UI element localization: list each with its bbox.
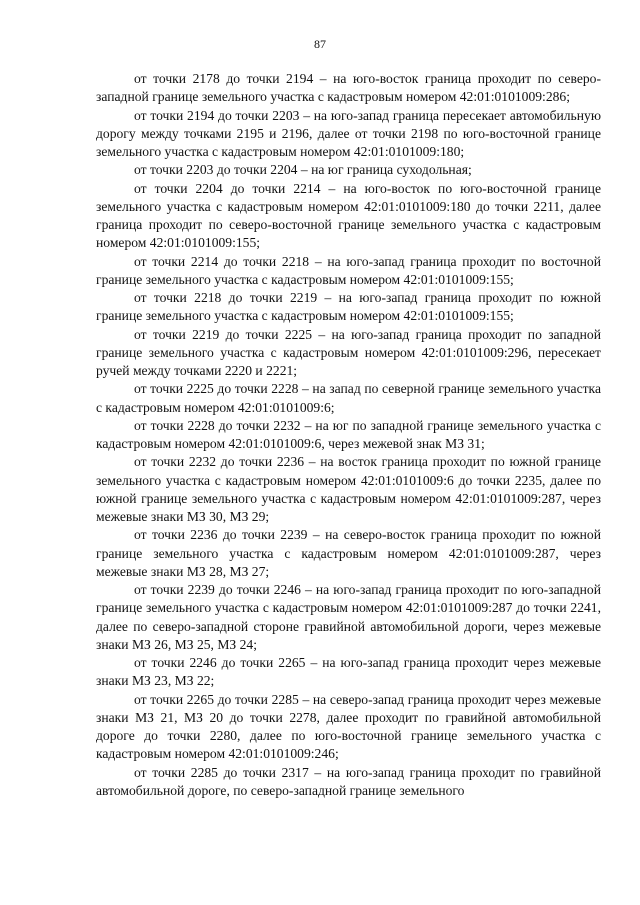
paragraph-14: от точки 2265 до точки 2285 – на северо-запад граница проходит через межевые знаки МЗ 21, МЗ 20 до точки 2278, далее проходит по гравийной автомобильной дороге до точки 2280, далее по юго-восточной границе земельного участка с кадастровым номером 42:01:0101009:246; xyxy=(96,691,601,762)
paragraph-9: от точки 2228 до точки 2232 – на юг по западной границе земельного участка с кадастровым номером 42:01:0101009:6, через межевой знак МЗ 31; xyxy=(96,417,601,451)
paragraph-3: от точки 2203 до точки 2204 – на юг граница суходольная; xyxy=(134,162,472,178)
paragraph-2: от точки 2194 до точки 2203 – на юго-запад граница пересекает автомобильную дорогу между точками 2195 и 2196, далее от точки 2198 по юго-восточной границе земельного участка с кадастровым номером 42:01:0101009:180; xyxy=(96,107,601,159)
paragraph-15: от точки 2285 до точки 2317 – на юго-запад граница проходит по гравийной автомобильной дороге, по северо-западной границе земельного xyxy=(96,764,601,798)
paragraph-6: от точки 2218 до точки 2219 – на юго-запад граница проходит по южной границе земельного участка с кадастровым номером 42:01:0101009:155; xyxy=(96,290,601,324)
paragraph-5: от точки 2214 до точки 2218 – на юго-запад граница проходит по восточной границе земельного участка с кадастровым номером 42:01:0101009:155; xyxy=(96,253,601,287)
paragraph-7: от точки 2219 до точки 2225 – на юго-запад граница проходит по западной границе земельного участка с кадастровым номером 42:01:0101009:296, пересекает ручей между точками 2220 и 2221; xyxy=(96,326,601,378)
paragraph-12: от точки 2239 до точки 2246 – на юго-запад граница проходит по юго-западной границе земельного участка с кадастровым номером 42:01:0101009:287 до точки 2241, далее по северо-западной стороне гравийной автомобильной дороги, через межевые знаки МЗ 26, МЗ 25, МЗ 24; xyxy=(96,582,601,652)
paragraph-10: от точки 2232 до точки 2236 – на восток граница проходит по южной границе земельного участка с кадастровым номером 42:01:0101009:6 до точки 2235, далее по южной границе земельного участка с кадастровым номером 42:01:0101009:287, через межевые знаки МЗ 30, МЗ 29; xyxy=(96,454,601,524)
paragraph-8: от точки 2225 до точки 2228 – на запад по северной границе земельного участка с кадастровым номером 42:01:0101009:6; xyxy=(96,381,601,415)
paragraph-4: от точки 2204 до точки 2214 – на юго-восток по юго-восточной границе земельного участка с кадастровым номером 42:01:0101009:180 до точки 2211, далее граница проходит по северо-восточной границе земельного участка с кадастровым номером 42:01:0101009:155; xyxy=(96,180,601,251)
paragraph-13: от точки 2246 до точки 2265 – на юго-запад граница проходит через межевые знаки МЗ 23, МЗ 22; xyxy=(96,655,601,689)
page-number: 87 xyxy=(314,37,326,51)
document-body xyxy=(96,70,601,800)
paragraph-1: от точки 2178 до точки 2194 – на юго-восток граница проходит по северо-западной границе земельного участка с кадастровым номером 42:01:0101009:286; xyxy=(96,71,601,105)
paragraph-11: от точки 2236 до точки 2239 – на северо-восток граница проходит по южной границе земельного участка с кадастровым номером 42:01:0101009:287, через межевые знаки МЗ 28, МЗ 27; xyxy=(96,527,601,579)
